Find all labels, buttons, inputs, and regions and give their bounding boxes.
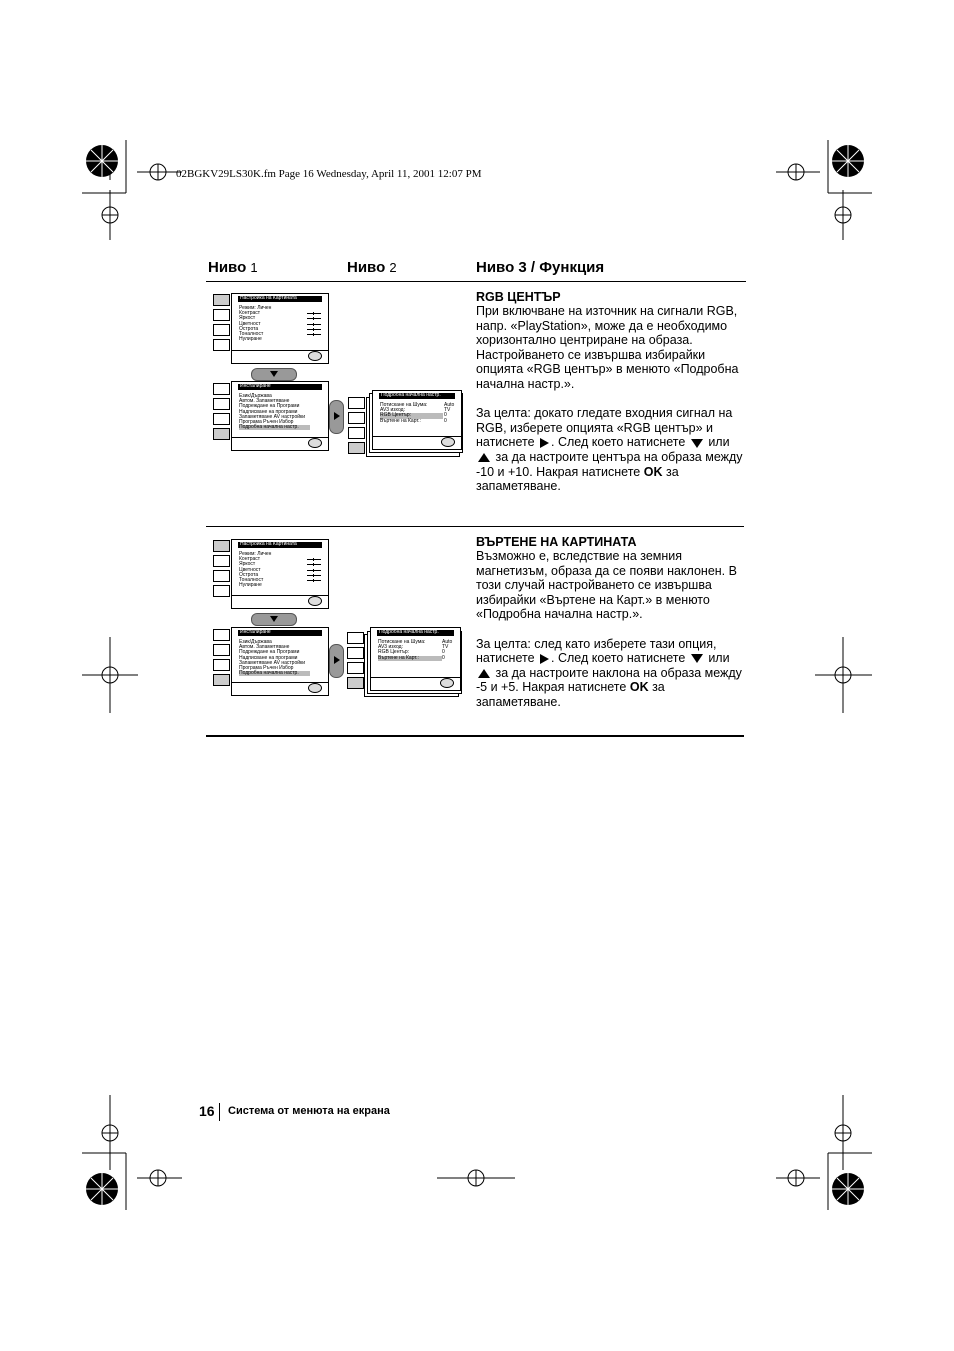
menu-item: Надписване на програми [239,654,298,661]
menu-item: Програма Ръчен Избор [239,418,294,425]
menu-icon-column [347,632,364,692]
timer-menu-icon [213,324,230,336]
level1-word: Ниво [208,259,247,276]
ok-button-icon [441,437,455,447]
menu-item-selected: Подробна начална настр. [239,425,310,430]
sound-menu-icon [213,309,230,321]
right-arrow-key-icon [329,400,344,434]
setup-menu-icon [213,585,230,597]
level-bar [307,564,321,565]
level-bar [307,318,321,319]
ok-button-icon [308,351,322,361]
menu-title: Подробна начална настр. [377,630,454,636]
menu-item: Нулиране [239,336,262,343]
down-arrow-icon [691,654,703,663]
menu-item: Режим: Личен [239,551,272,557]
paragraph: Възможно е, вследствие на земния магнетизъм, образа да се появи наклонен. В този случай настройването се извършва избирайки «Въртене на Карт.» в менюто «Подробна начална настр.». [476,549,737,622]
section-title-rgb-center: RGB ЦЕНТЪР [476,290,561,304]
menu-title: Инсталиране [238,384,322,390]
sound-menu-icon [348,412,365,424]
right-arrow-icon [540,438,549,448]
section-title-picture-rotation: ВЪРТЕНЕ НА КАРТИНАТА [476,535,637,549]
menu-icon-column [213,629,230,689]
level-bar [307,570,321,571]
level-bar [307,334,321,335]
menu-item: Острота [239,327,328,332]
sound-menu-icon [213,644,230,656]
menu-item: Подреждане на Програми [239,649,300,656]
section-body-picture-rotation [476,549,748,724]
sound-menu-icon [347,647,364,659]
picture-menu-icon [348,397,365,409]
file-header: 02BGKV29LS30K.fm Page 16 Wednesday, April 11, 2001 12:07 PM [176,168,482,180]
setup-menu-icon [213,339,230,351]
timer-menu-icon [347,662,364,674]
menu-item: Цветност [239,568,328,573]
sound-menu-icon [213,555,230,567]
right-arrow-icon [540,654,549,664]
menu-icon-column [213,383,230,443]
menu-item: Език/Държава [239,639,272,645]
menu-item: Потискане на Шума: Auto [378,639,453,645]
level-bar [307,575,321,576]
timer-menu-icon [213,659,230,671]
menu-item: Нулиране [239,582,262,589]
picture-menu-icon [213,629,230,641]
menu-item: Въртене на Карт.: 0 [380,417,447,424]
menu-item: Автом. Запаметяване [239,398,290,405]
menu-item: Контраст [239,557,328,562]
level1-header [208,259,258,276]
level-bar [307,313,321,314]
ok-button-icon [308,438,322,448]
menu-title: Подробна начална настр. [379,393,455,399]
menu-item: Острота [239,573,328,578]
menu-icon-column [213,540,230,600]
footer-divider [219,1103,220,1121]
picture-menu-icon [213,294,230,306]
menu-item: Цветност [239,322,328,327]
header-rule [206,281,746,282]
menu-item: Подреждане на Програми [239,403,300,410]
menu-item: AV3 изход: TV [380,407,451,414]
paragraph: При включване на източник на сигнали RGB, напр. «PlayStation», може да е необходимо хоризонтално центриране на образа. Настройването се извършва избирайки опцията «RGB център» в менюто «Подробна начална настр.». [476,304,739,391]
menu-title: Настройка на Картината [238,296,322,302]
level-bar [307,324,321,325]
picture-adjust-menu [231,293,329,364]
menu-title: Инсталиране [238,630,322,636]
right-arrow-key-icon [329,644,344,678]
menu-icon-column [348,397,365,457]
setup-menu-icon [213,428,230,440]
level1-num: 1 [250,260,258,275]
level-bar [307,580,321,581]
menu-item: RGB Център: 0 [378,649,445,656]
menu-title: Настройка на Картината [238,542,322,548]
paragraph: За целта: след като изберете тази опция, натиснете . След което натиснете или за да настроите наклона на образа между -5 и +5. Накрая натиснете OK за запаметяване. [476,636,742,709]
footer-section-name: Система от менюта на екрана [228,1105,390,1117]
section-body-rgb-center [476,304,748,508]
install-menu [231,381,329,451]
menu-item: Програма Ръчен Избор [239,664,294,671]
menu-item-selected: RGB Център: 0 [380,412,447,419]
level-bar [307,329,321,330]
level2-num: 2 [389,260,397,275]
paragraph: За целта: докато гледате входния сигнал на RGB, изберете опцията «RGB център» и натиснете . След което натиснете или за да настроите центъра на образа между -10 и +10. Накрая натиснете OK за запаметяване. [476,406,743,494]
down-arrow-key-icon [251,368,297,381]
menu-item: Автом. Запаметяване [239,644,290,651]
detail-setup-menu [370,627,461,691]
menu-item: Запаметяване AV настройки [239,413,306,420]
menu-item: AV3 изход: TV [378,644,449,651]
picture-adjust-menu [231,539,329,609]
section-end-rule [206,735,744,737]
setup-menu-icon [213,674,230,686]
detail-setup-menu [372,390,462,450]
ok-button-icon [308,596,322,606]
up-arrow-icon [478,669,490,678]
menu-item: Език/Държава [239,393,272,399]
setup-menu-icon [348,442,365,454]
picture-menu-icon [347,632,364,644]
sound-menu-icon [213,398,230,410]
install-menu [231,627,329,696]
menu-item: Тоналност [239,332,328,337]
menu-item: Тоналност [239,578,328,583]
menu-item: Запаметяване AV настройки [239,659,306,666]
page-number: 16 [199,1103,215,1119]
down-arrow-key-icon [251,613,297,626]
level2-word: Ниво [347,259,386,276]
ok-button-icon [308,683,322,693]
picture-menu-icon [213,540,230,552]
menu-item: Яркост [239,562,328,567]
menu-item: Режим: Личен [239,305,272,311]
menu-item-selected: Въртене на Карт.: 0 [378,654,445,661]
menu-item: Потискане на Шума: Auto [380,402,455,408]
setup-menu-icon [347,677,364,689]
level3-header: Ниво 3 / Функция [476,259,605,276]
picture-menu-icon [213,383,230,395]
timer-menu-icon [213,413,230,425]
section-divider [206,526,744,527]
level2-header [347,259,397,276]
menu-icon-column [213,294,230,354]
menu-item: Надписване на програми [239,408,298,415]
level-bar [307,559,321,560]
menu-item: Контраст [239,311,328,316]
menu-item: Яркост [239,316,328,321]
menu-item-selected: Подробна начална настр. [239,671,310,676]
timer-menu-icon [348,427,365,439]
up-arrow-icon [478,453,490,462]
ok-button-icon [440,678,454,688]
timer-menu-icon [213,570,230,582]
down-arrow-icon [691,439,703,448]
